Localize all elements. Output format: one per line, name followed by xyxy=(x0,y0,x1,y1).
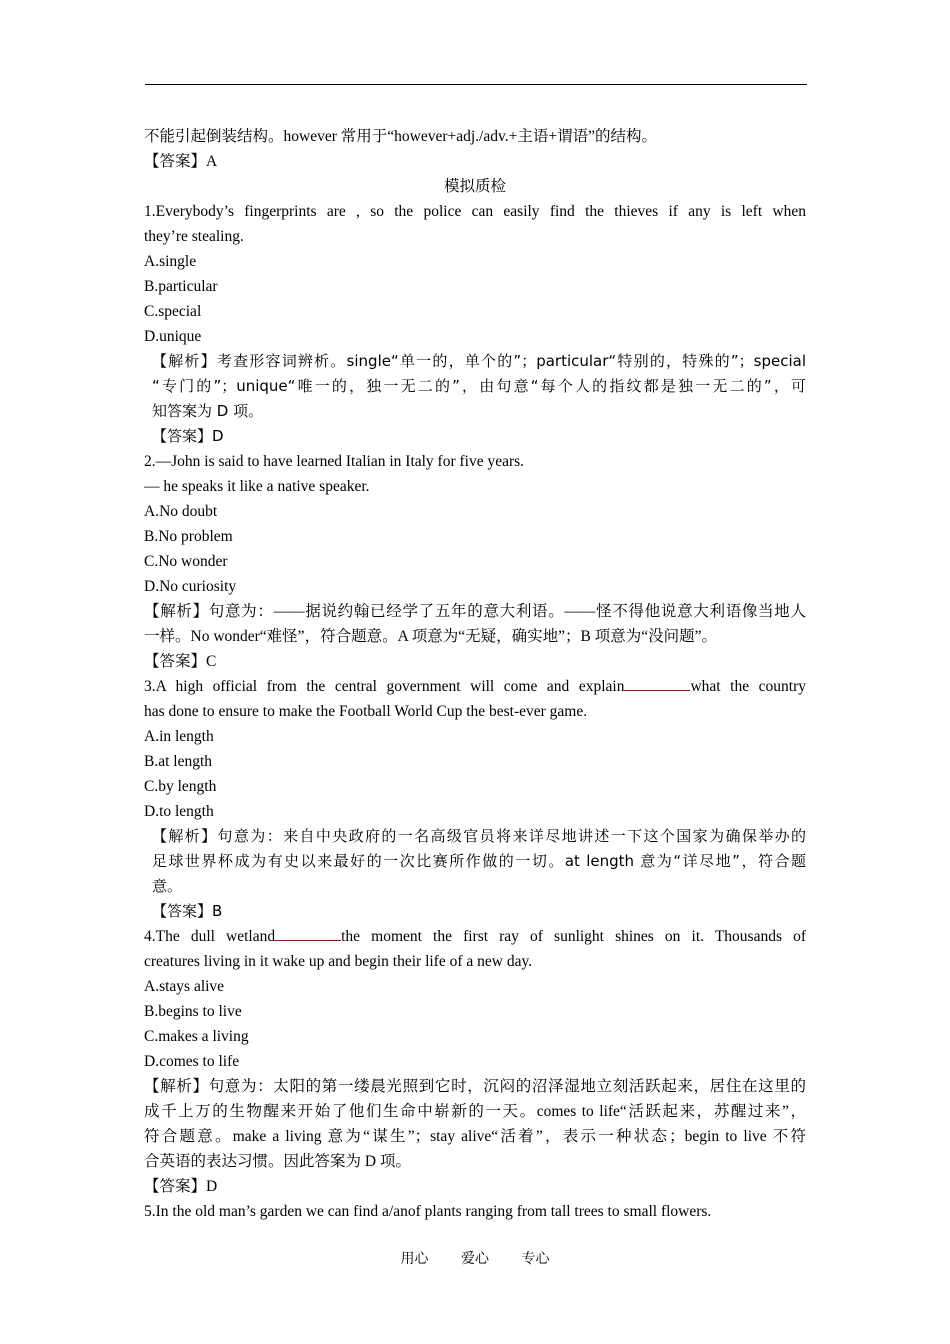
analysis-text: 足球世界杯成为有史以来最好的一次比赛所作做的一切。at length 意为“详尽地”，符合题 xyxy=(152,852,806,870)
option-d: D.to length xyxy=(144,803,214,820)
footer-text: 爱心 xyxy=(461,1251,489,1267)
question-3-stem-cont: has done to ensure to make the Football World Cup the best-ever game. xyxy=(144,703,588,720)
text-line: 不能引起倒装结构。however 常用于“however+adj./adv.+主语+谓语”的结构。 xyxy=(144,128,657,145)
question-1-stem: 1.Everybody’s fingerprints are , so the police can easily find the thieves if any is left when xyxy=(144,203,806,220)
question-3-stem xyxy=(144,674,806,699)
option-d: D.unique xyxy=(144,328,202,345)
analysis-text: 【解析】句意为：来自中央政府的一名高级官员将来详尽地讲述一下这个国家为确保举办的 xyxy=(152,827,806,845)
option-c: C.No wonder xyxy=(144,553,228,570)
analysis-text: 【解析】句意为：太阳的第一缕晨光照到它时，沉闷的沼泽湿地立刻活跃起来，居住在这里的 xyxy=(144,1078,806,1095)
option-a: A.in length xyxy=(144,728,214,745)
stem-text: what the country xyxy=(690,678,806,695)
question-2-stem-cont: — he speaks it like a native speaker. xyxy=(144,478,370,495)
stem-text: 3.A high official from the central government will come and explain xyxy=(144,678,625,695)
analysis-text: 意。 xyxy=(152,877,183,895)
question-4-stem xyxy=(144,924,806,949)
option-a: A.No doubt xyxy=(144,503,218,520)
footer-text: 专心 xyxy=(521,1251,550,1267)
option-c: C.makes a living xyxy=(144,1028,249,1045)
answer-line: 【答案】A xyxy=(144,153,218,170)
analysis-text: 【解析】考查形容词辨析。single“单一的，单个的”；particular“特别的，特殊的”；special xyxy=(152,352,806,370)
answer-line: 【答案】D xyxy=(152,427,224,445)
analysis-text: “专门的”；unique“唯一的，独一无二的”，由句意“每个人的指纹都是独一无二的”，可 xyxy=(152,377,806,395)
analysis-text: 符合题意。make a living 意为“谋生”；stay alive“活着”，表示一种状态；begin to live 不符 xyxy=(144,1128,806,1145)
question-5-stem: 5.In the old man’s garden we can find a/anof plants ranging from tall trees to small flowers. xyxy=(144,1203,712,1220)
analysis-text: 知答案为 D 项。 xyxy=(152,402,264,420)
option-d: D.comes to life xyxy=(144,1053,240,1070)
analysis-text: 【解析】句意为：——据说约翰已经学了五年的意大利语。——怪不得他说意大利语像当地人 xyxy=(144,603,806,620)
option-c: C.by length xyxy=(144,778,217,795)
stem-text: the moment the first ray of sunlight shines on it. Thousands of xyxy=(341,928,807,945)
option-a: A.single xyxy=(144,253,197,270)
option-b: B.particular xyxy=(144,278,218,295)
analysis-text: 一样。No wonder“难怪”，符合题意。A 项意为“无疑，确实地”；B 项意为“没问题”。 xyxy=(144,628,718,645)
option-b: B.No problem xyxy=(144,528,233,545)
option-d: D.No curiosity xyxy=(144,578,237,595)
answer-line: 【答案】C xyxy=(144,653,217,670)
option-b: B.begins to live xyxy=(144,1003,242,1020)
answer-blank xyxy=(624,675,690,691)
section-title: 模拟质检 xyxy=(443,178,506,195)
document-body xyxy=(144,124,806,1224)
answer-blank xyxy=(275,925,341,941)
page-footer xyxy=(0,1248,950,1268)
header-rule xyxy=(145,84,807,85)
analysis-text: 成千上万的生物醒来开始了他们生命中崭新的一天。comes to life“活跃起来，苏醒过来”， xyxy=(144,1103,806,1120)
option-b: B.at length xyxy=(144,753,213,770)
question-2-stem: 2.—John is said to have learned Italian in Italy for five years. xyxy=(144,453,525,470)
stem-text: 4.The dull wetland xyxy=(144,928,276,945)
analysis-text: 合英语的表达习惯。因此答案为 D 项。 xyxy=(144,1153,411,1170)
option-c: C.special xyxy=(144,303,202,320)
answer-line: 【答案】B xyxy=(152,902,223,920)
footer-text: 用心 xyxy=(400,1251,429,1267)
answer-line: 【答案】D xyxy=(144,1178,218,1195)
question-4-stem-cont: creatures living in it wake up and begin their life of a new day. xyxy=(144,953,533,970)
question-1-stem-cont: they’re stealing. xyxy=(144,228,244,245)
option-a: A.stays alive xyxy=(144,978,225,995)
